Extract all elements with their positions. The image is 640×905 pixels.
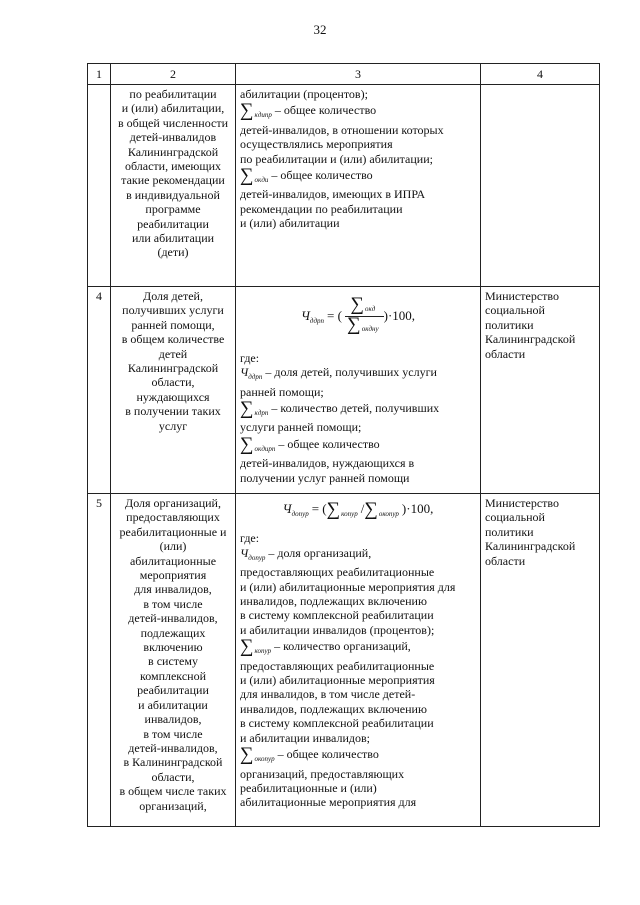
text-line: нуждающихся [136,389,210,404]
formula-lhs: Ч [300,307,310,323]
text-line: в систему комплексной реабилитации [240,716,434,731]
sum-description: – общее количество [278,436,380,451]
text-line: в индивидуальной [126,187,220,202]
table-row-5 [88,494,600,827]
text-line: абилитационные мероприятия для [240,795,417,810]
header-col-2: 2 [111,64,236,85]
text-line: Калининградской [127,361,219,376]
text-line: для инвалидов, [134,582,212,597]
sigma-symbol: ∑ [240,636,254,658]
sum-definition [240,636,476,658]
text-line: или абилитации [131,231,215,246]
text-line: организаций, предоставляющих [240,766,405,781]
table-row-4 [88,287,600,494]
text-line: комплексной [139,668,207,683]
text-line: подлежащих [140,625,206,640]
formula-lhs-subscript: допур [291,510,309,518]
sigma-symbol: ∑ [350,294,364,315]
sum-definition [240,398,476,420]
text-line: Калининградской [127,144,219,159]
text-line: и (или) абилитационные мероприятия для [240,579,456,594]
definition-continuation [240,565,476,637]
text-line: в получении таких [125,404,221,419]
indicator-name-cell [111,494,236,827]
definition-symbol: Ч [240,545,249,560]
text-line: Доля детей, [143,289,203,303]
definition-text: – доля организаций, [268,545,372,560]
text-line: реабилитации [137,216,209,231]
text-line: и абилитации [138,697,208,712]
text-line: в Калининградской [123,755,223,770]
text-line: такие рекомендации [121,173,225,188]
text-line: в систему комплексной реабилитации [240,608,434,623]
text-line: области [485,553,526,568]
text-line: инвалидов, [144,712,202,727]
row-number-cell: 4 [88,287,111,494]
calculation-method-cell [236,85,481,287]
fraction-denominator [345,314,383,336]
text-line: инвалидов, подлежащих включению [240,594,427,609]
formula [240,289,476,351]
sum-definition [240,100,476,122]
text-line: предоставляющих реабилитационные [240,565,435,580]
text-line: Министерство [485,496,559,510]
text-line: рекомендации по реабилитации [240,201,403,216]
sigma-symbol: ∑ [240,744,254,766]
text-line: Калининградской [485,539,576,554]
text-line: и абилитации инвалидов (процентов); [240,622,435,637]
text-line: в том числе [143,596,203,611]
text-line: (дети) [157,245,189,260]
text-line: в общем количестве [121,332,225,347]
table-row-continued [88,85,600,287]
text-line: социальной [485,510,545,525]
sum-definition [240,744,476,766]
formula-tail: )·100, [383,307,416,323]
text-line: включению [143,640,203,655]
text-line: детей [158,346,188,361]
responsible-body-cell [481,85,600,287]
sum-description: – общее количество [271,168,373,183]
text-line: Доля организаций, [125,496,221,510]
sum-description: – общее количество [277,747,379,762]
text-line: по реабилитации [129,87,217,101]
text-line: мероприятия [139,568,207,583]
text-line: получении услуг ранней помощи [240,470,410,485]
text-line: Министерство [485,289,559,303]
header-col-3: 3 [236,64,481,85]
responsible-body-cell [481,494,600,827]
definition-subscript: ддрп [248,373,263,382]
formula-sum-subscript: копур [341,510,358,518]
text-line: предоставляющих реабилитационные [240,658,435,673]
text-line: области, имеющих [124,159,222,174]
sigma-symbol: ∑ [240,100,254,122]
text-line: реабилитационные и (или) [240,780,377,795]
sum-description: – общее количество [274,103,377,118]
text-line: в общей численности [118,115,228,130]
sum-subscript: окдирп [254,444,276,453]
numerator-subscript: окд [365,305,376,313]
sigma-symbol: ∑ [347,314,361,336]
formula-equals: = ( [327,307,342,323]
text-line: политики [485,317,534,332]
text-line: детей-инвалидов [129,130,217,145]
text-line: услуги ранней помощи; [240,420,362,435]
sum-description: – количество организаций, [274,639,411,654]
text-line: социальной [485,303,545,318]
text-line: по реабилитации и (или) абилитации; [240,151,433,166]
sigma-symbol: ∑ [364,499,378,520]
text-line: и (или) абилитационные мероприятия [240,673,435,688]
definition-continuation [240,767,476,810]
text-line: и (или) абилитации [240,216,340,231]
text-line: в систему [148,654,198,669]
text-line: осуществлялись мероприятия [240,137,393,152]
calculation-method-cell [236,287,481,494]
sum-subscript: кдипр [254,111,272,120]
text-line: детей-инвалидов, имеющих в ИПРА [240,187,426,202]
formula [240,496,476,531]
sum-description: – количество детей, получивших [271,401,440,416]
header-col-1: 1 [88,64,111,85]
sum-subscript: кдрп [254,409,269,418]
responsible-body-cell [481,287,600,494]
sigma-symbol: ∑ [240,165,254,187]
indicator-name-cell [111,287,236,494]
text-line: в том числе [143,726,203,741]
sum-definition [240,165,476,187]
text-line: политики [485,524,534,539]
sum-definition [240,433,476,456]
text-line: услуг [158,418,188,433]
text-line: в общем числе таких [119,784,227,799]
sigma-symbol: ∑ [240,433,254,455]
text-line: детей-инвалидов, [128,611,218,626]
indicator-name-cell [111,85,236,287]
sigma-symbol: ∑ [326,499,341,520]
text-line: ранней помощи, [131,317,215,332]
formula-equals: = ( [311,501,327,516]
text-line: и абилитации инвалидов; [240,730,370,745]
sigma-symbol: ∑ [240,398,254,420]
calculation-method-cell [236,494,481,827]
text-line: инвалидов, подлежащих включению [240,701,427,716]
text-line: детей-инвалидов, нуждающихся в [240,456,415,471]
row-number-cell [88,85,111,287]
table-header-row [88,64,600,85]
definition-line [240,365,476,384]
header-col-4: 4 [481,64,600,85]
formula-slash: / [360,501,365,516]
sum-subscript: окди [254,176,269,185]
text-line: реабилитации [137,683,209,698]
definition-continuation [240,659,476,745]
definition-subscript: допур [248,553,266,562]
where-label: где: [240,350,260,365]
text-line: (или) [159,539,187,554]
text-line: для инвалидов, в том числе детей- [240,687,416,702]
text-line: и (или) абилитации, [121,101,225,116]
page-number: 32 [313,22,327,37]
text-line: области, [151,375,195,390]
indicator-table [87,63,600,827]
where-label: где: [240,531,260,546]
formula-tail: )·100, [401,501,434,516]
sum-subscript: копур [254,647,272,656]
row-number-cell: 5 [88,494,111,827]
text-line: программе [145,202,201,217]
text-line: предоставляющих [126,510,220,525]
sum-subscript: окопур [254,755,275,764]
text-line: абилитационные [129,553,217,568]
text-line: Калининградской [485,332,576,347]
text-line: области [485,346,526,361]
text-line: ранней помощи; [240,384,324,399]
text-line: получивших услуги [122,303,224,318]
formula-lhs: Ч [282,501,292,516]
definition-text: – доля детей, получивших услуги [265,365,437,380]
text-line: абилитации (процентов); [240,87,368,101]
denominator-subscript: окдну [361,325,379,334]
formula-lhs-subscript: ддрп [309,316,324,325]
definition-line [240,546,476,565]
formula-sum-subscript: окопур [378,510,399,518]
text-line: области, [151,769,195,784]
text-line: реабилитационные и [119,524,227,539]
text-line: организаций, [139,798,207,813]
definition-symbol: Ч [240,365,249,380]
formula-fraction [345,294,383,337]
text-line: детей-инвалидов, в отношении которых [240,122,444,137]
text-line: детей-инвалидов, [128,740,218,755]
